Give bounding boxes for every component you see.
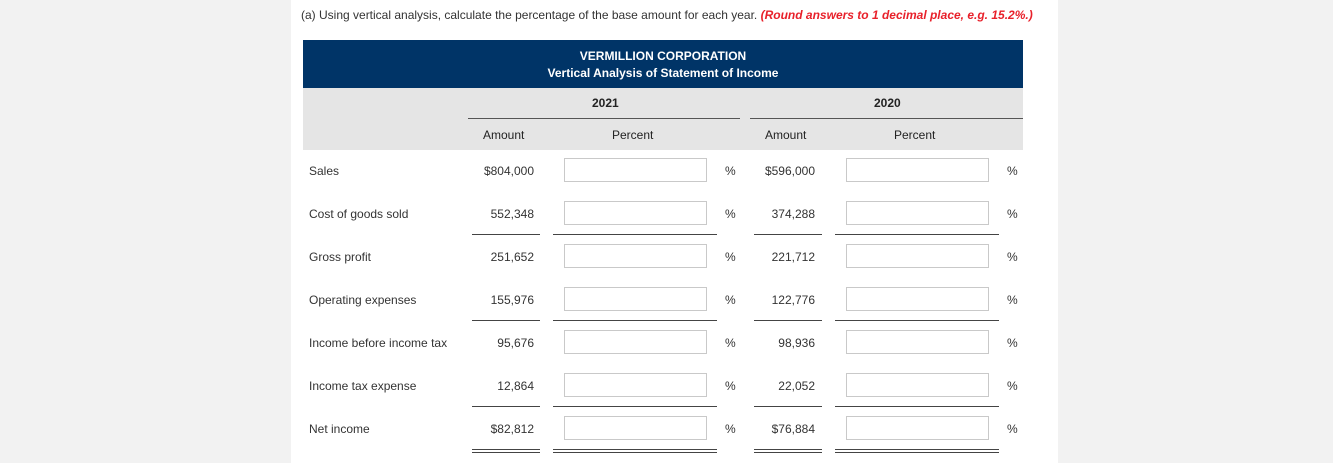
amount-2020-net-income: $76,884 xyxy=(771,422,815,436)
percent-2020-income-tax-expense-input[interactable] xyxy=(846,373,989,397)
year-2020-header: 2020 xyxy=(874,96,901,110)
total-double-rule xyxy=(754,449,822,453)
amount-2021-cogs: 552,348 xyxy=(490,207,534,221)
amount-2020-income-before-tax: 98,936 xyxy=(778,336,815,350)
amount-2021-net-income: $82,812 xyxy=(490,422,534,436)
percent-sign: % xyxy=(1007,293,1018,307)
amount-2021-gross-profit: 251,652 xyxy=(490,250,534,264)
company-name: VERMILLION CORPORATION xyxy=(579,49,747,63)
statement-banner xyxy=(303,40,1023,88)
percent-sign: % xyxy=(1007,207,1018,221)
percent-sign: % xyxy=(1007,250,1018,264)
percent-sign: % xyxy=(1007,336,1018,350)
percent-sign: % xyxy=(725,336,736,350)
percent-sign: % xyxy=(1007,422,1018,436)
percent-2021-cogs-input[interactable] xyxy=(564,201,707,225)
percent-sign: % xyxy=(725,379,736,393)
subtotal-rule xyxy=(835,406,999,407)
amount-2021-header: Amount xyxy=(483,128,525,142)
amount-2020-operating-expenses: 122,776 xyxy=(771,293,815,307)
percent-sign: % xyxy=(725,207,736,221)
statement-title: Vertical Analysis of Statement of Income xyxy=(547,66,779,80)
amount-2021-income-tax-expense: 12,864 xyxy=(497,379,534,393)
percent-2020-sales-input[interactable] xyxy=(846,158,989,182)
instruction-main: (a) Using vertical analysis, calculate the percentage of the base amount for each year. xyxy=(301,8,758,22)
amount-2020-header: Amount xyxy=(765,128,807,142)
percent-sign: % xyxy=(725,250,736,264)
percent-2021-operating-expenses-input[interactable] xyxy=(564,287,707,311)
percent-2021-net-income-input[interactable] xyxy=(564,416,707,440)
year-2020-rule xyxy=(750,118,1023,119)
subtotal-rule xyxy=(835,320,999,321)
instruction-text xyxy=(301,8,1033,22)
percent-sign: % xyxy=(725,422,736,436)
percent-2020-cogs-input[interactable] xyxy=(846,201,989,225)
amount-2020-cogs: 374,288 xyxy=(771,207,815,221)
total-double-rule xyxy=(472,449,540,453)
percent-2021-gross-profit-input[interactable] xyxy=(564,244,707,268)
subtotal-rule xyxy=(754,320,822,321)
total-double-rule xyxy=(835,449,999,453)
percent-2021-header: Percent xyxy=(612,128,654,142)
subtotal-rule xyxy=(553,320,717,321)
subtotal-rule xyxy=(835,234,999,235)
subtotal-rule xyxy=(754,406,822,407)
percent-sign: % xyxy=(1007,379,1018,393)
row-label-income-tax-expense: Income tax expense xyxy=(309,379,417,393)
subtotal-rule xyxy=(472,234,540,235)
rounding-hint: (Round answers to 1 decimal place, e.g. 15.2%.) xyxy=(760,8,1033,22)
percent-sign: % xyxy=(1007,164,1018,178)
percent-2020-gross-profit-input[interactable] xyxy=(846,244,989,268)
amount-2021-income-before-tax: 95,676 xyxy=(497,336,534,350)
percent-sign: % xyxy=(725,293,736,307)
percent-2021-income-tax-expense-input[interactable] xyxy=(564,373,707,397)
amount-2021-sales: $804,000 xyxy=(483,164,534,178)
row-label-sales: Sales xyxy=(309,164,340,178)
percent-2020-net-income-input[interactable] xyxy=(846,416,989,440)
row-label-gross-profit: Gross profit xyxy=(309,250,372,264)
row-label-income-before-tax: Income before income tax xyxy=(309,336,448,350)
subtotal-rule xyxy=(553,234,717,235)
percent-2020-header: Percent xyxy=(894,128,936,142)
row-label-cogs: Cost of goods sold xyxy=(309,207,409,221)
percent-2020-operating-expenses-input[interactable] xyxy=(846,287,989,311)
subtotal-rule xyxy=(472,320,540,321)
amount-2020-gross-profit: 221,712 xyxy=(771,250,815,264)
percent-2021-sales-input[interactable] xyxy=(564,158,707,182)
subtotal-rule xyxy=(553,406,717,407)
subtotal-rule xyxy=(754,234,822,235)
year-2021-rule xyxy=(468,118,740,119)
row-label-net-income: Net income xyxy=(309,422,370,436)
row-label-operating-expenses: Operating expenses xyxy=(309,293,417,307)
year-2021-header: 2021 xyxy=(592,96,619,110)
total-double-rule xyxy=(553,449,717,453)
percent-2020-income-before-tax-input[interactable] xyxy=(846,330,989,354)
amount-2021-operating-expenses: 155,976 xyxy=(490,293,534,307)
amount-2020-income-tax-expense: 22,052 xyxy=(778,379,815,393)
amount-2020-sales: $596,000 xyxy=(764,164,815,178)
percent-2021-income-before-tax-input[interactable] xyxy=(564,330,707,354)
percent-sign: % xyxy=(725,164,736,178)
subtotal-rule xyxy=(472,406,540,407)
